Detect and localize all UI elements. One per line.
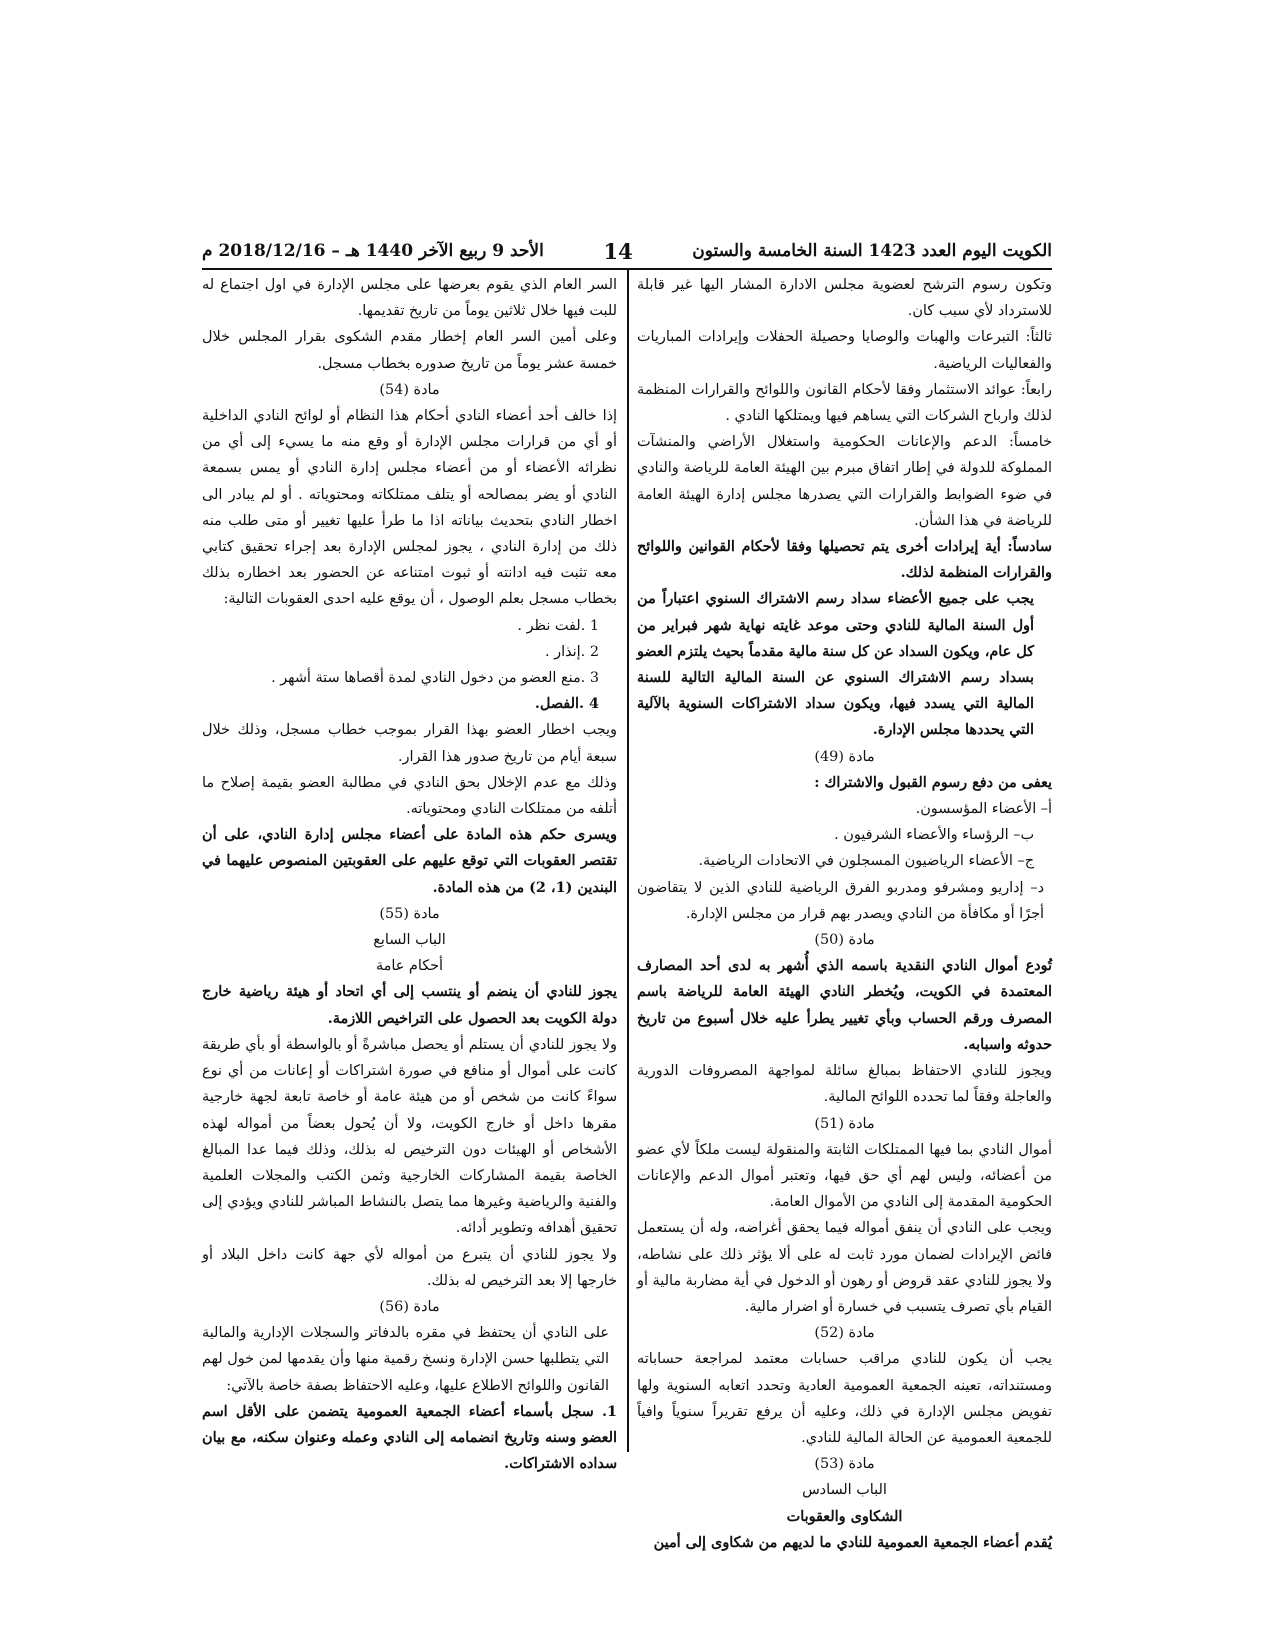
- page-number: 14: [603, 238, 633, 264]
- paragraph: يُقدم أعضاء الجمعية العمومية للنادي ما لديهم من شكاوى إلى أمين: [653, 1533, 1052, 1551]
- article-heading: مادة (53): [814, 1456, 875, 1473]
- paragraph: تُودع أموال النادي النقدية باسمه الذي أُشهر به لدى أحد المصارف المعتمدة في الكويت، ويُخطر النادي الهيئة العامة للرياضة باسم المصرف ورقم الحساب وبأي تغيير يطرأ عليه خلال أسبوع من تاريخ حدوثه واسبابه.: [637, 957, 1052, 1053]
- list-item: 1. سجل بأسماء أعضاء الجمعية العمومية يتضمن على الأقل اسم العضو وسنه وتاريخ انضمامه إلى النادي وعمله وعنوان سكنه، مع بيان سداده الاشتراكات.: [202, 1402, 617, 1473]
- page-header: [202, 236, 1052, 266]
- column-divider: [627, 268, 629, 1452]
- list-item: 1 .لفت نظر .: [517, 617, 599, 634]
- issue-info: الكويت اليوم العدد 1423 السنة الخامسة والستون: [692, 241, 1052, 261]
- paragraph: السر العام الذي يقوم بعرضها على مجلس الإدارة في اول اجتماع له للبت فيها خلال ثلاثين يوماً من تاريخ تقديمها.: [202, 277, 617, 320]
- left-column: [202, 272, 617, 1473]
- list-item: أ– الأعضاء المؤسسون.: [915, 801, 1052, 818]
- paragraph: وعلى أمين السر العام إخطار مقدم الشكوى بقرار المجلس خلال خمسة عشر يوماً من تاريخ صدوره بخطاب مسجل.: [202, 329, 617, 372]
- paragraph: وذلك مع عدم الإخلال بحق النادي في مطالبة العضو بقيمة إصلاح ما أتلفه من ممتلكات النادي ومحتوياته.: [202, 774, 617, 818]
- article-heading: مادة (56): [379, 1298, 440, 1315]
- paragraph: خامساً: الدعم والإعانات الحكومية واستغلال الأراضي والمنشآت المملوكة للدولة في إطار اتفاق مبرم بين الهيئة العامة للرياضة والنادي في ضوء الضوابط والقرارات التي يصدرها مجلس إدارة الهيئة العامة للرياضة في هذا الشأن.: [637, 434, 1052, 529]
- issue-date: الأحد 9 ربيع الآخر 1440 هـ – 2018/12/16 م: [202, 241, 544, 261]
- paragraph: ويجب اخطار العضو بهذا القرار بموجب خطاب مسجل، وذلك خلال سبعة أيام من تاريخ صدور هذا القرار.: [202, 722, 617, 765]
- list-item: ج– الأعضاء الرياضيون المسجلون في الاتحادات الرياضية.: [698, 853, 1034, 870]
- list-item: 3 .منع العضو من دخول النادي لمدة أقصاها ستة أشهر .: [271, 670, 599, 687]
- paragraph: وتكون رسوم الترشح لعضوية مجلس الادارة المشار اليها غير قابلة للاسترداد لأي سبب كان.: [637, 277, 1052, 320]
- paragraph: ويسرى حكم هذه المادة على أعضاء مجلس إدارة النادي، على أن تقتصر العقوبات التي توقع عليهم على العقوبتين المنصوص عليهما في البندين (1، 2) من هذه المادة.: [202, 826, 617, 896]
- paragraph: يجوز للنادي أن ينضم أو ينتسب إلى أي اتحاد أو هيئة رياضية خارج دولة الكويت بعد الحصول على التراخيص اللازمة.: [202, 983, 617, 1027]
- article-heading: مادة (51): [814, 1115, 875, 1132]
- paragraph: ويجب على النادي أن ينفق أمواله فيما يحقق أغراضه، وله أن يستعمل فائض الإيرادات لضمان مورد ثابت له على ألا يؤثر ذلك على نشاطه، ولا يجوز للنادي عقد قروض أو رهون أو الدخول في أية مضاربة مالية أو القيام بأي تصرف يتسبب في خسارة أو اضرار مالية.: [637, 1220, 1052, 1315]
- list-item: 4 .الفصل.: [534, 695, 599, 713]
- paragraph: يعفى من دفع رسوم القبول والاشتراك :: [814, 773, 1052, 791]
- chapter-title: الشكاوى والعقوبات: [786, 1507, 903, 1525]
- paragraph: يجب على جميع الأعضاء سداد رسم الاشتراك السنوي اعتباراً من أول السنة المالية للنادي وحتى موعد غايته نهاية شهر فبراير من كل عام، ويكون السداد عن كل سنة مالية مقدماً بحيث يلتزم العضو بسداد رسم الاشتراك السنوي عن السنة المالية التالية للسنة المالية التي يسدد فيها، ويكون سداد الاشتراكات السنوية بالآلية التي يحددها مجلس الإدارة.: [636, 590, 1034, 739]
- article-heading: مادة (52): [814, 1325, 875, 1342]
- paragraph: إذا خالف أحد أعضاء النادي أحكام هذا النظام أو لوائح النادي الداخلية أو أي من قرارات مجلس الإدارة أو وقع منه ما يسيء إلى أي من نظرائه الأعضاء أو من أعضاء مجلس إدارة النادي أو يمس بسمعة النادي أو يضر بمصالحه أو يتلف ممتلكاته ومحتوياته . أو لم يبادر الى اخطار النادي بتحديث بياناته اذا ما طرأ عليها تغيير أو متى طلب منه ذلك من إدارة النادي ، يجوز لمجلس الإدارة بعد إجراء تحقيق كتابي معه تثبت فيه ادانته أو ثبوت امتناعه عن الحضور بعد اخطاره بذلك بخطاب مسجل بعلم الوصول ، أن يوقع عليه احدى العقوبات التالية:: [202, 408, 617, 608]
- article-heading: مادة (50): [814, 932, 875, 949]
- article-heading: مادة (54): [379, 381, 440, 398]
- list-item: 2 .إنذار .: [545, 643, 599, 660]
- chapter-heading: الباب السابع: [373, 932, 446, 949]
- chapter-heading: الباب السادس: [802, 1482, 887, 1499]
- paragraph: على النادي أن يحتفظ في مقره بالدفاتر والسجلات الإدارية والمالية التي يتطلبها حسن الإدارة ونسخ رقمية منها وأن يقدمها لمن خول لهم القانون واللوائح الاطلاع عليها، وعليه الاحتفاظ بصفة خاصة بالآتي:: [202, 1325, 609, 1394]
- chapter-title: أحكام عامة: [375, 958, 444, 975]
- paragraph: ولا يجوز للنادي أن يتبرع من أمواله لأي جهة كانت داخل البلاد أو خارجها إلا بعد الترخيص له بذلك.: [202, 1246, 617, 1289]
- list-item: د– إداريو ومشرفو ومدربو الفرق الرياضية للنادي الذين لا يتقاضون أجرًا أو مكافأة من النادي ويصدر بهم قرار من مجلس الإدارة.: [637, 879, 1044, 922]
- right-column: [636, 272, 1052, 1551]
- paragraph: ويجوز للنادي الاحتفاظ بمبالغ سائلة لمواجهة المصروفات الدورية والعاجلة وفقاً لما تحدده اللوائح المالية.: [637, 1063, 1052, 1106]
- paragraph: يجب أن يكون للنادي مراقب حسابات معتمد لمراجعة حساباته ومستنداته، تعينه الجمعية العمومية العادية وتحدد اتعابه السنوية ولها تفويض مجلس الإدارة في ذلك، وعليه أن يرفع تقريراً سنوياً وافياً للجمعية العمومية عن الحالة المالية للنادي.: [637, 1351, 1052, 1446]
- list-item: ب– الرؤساء والأعضاء الشرفيون .: [834, 827, 1034, 844]
- article-heading: مادة (49): [814, 748, 875, 765]
- paragraph: ثالثاً: التبرعات والهبات والوصايا وحصيلة الحفلات وإيرادات المباريات والفعاليات الرياضية.: [637, 329, 1052, 372]
- paragraph: ولا يجوز للنادي أن يستلم أو يحصل مباشرةً أو بالواسطة أو بأي طريقة كانت على أموال أو منافع في صورة اشتراكات أو إعانات من أي نوع سواءً كانت من شخص أو من هيئة عامة أو خاصة تابعة لجهة خارجية مقرها داخل أو خارج الكويت، ولا أن يُحول بعضاً من أمواله لهذه الأشخاص أو الهيئات دون الترخيص له بذلك، وذلك فيما عدا المبالغ الخاصة بقيمة المشاركات الخارجية وثمن الكتب والمجلات العلمية والفنية والرياضية وغيرها مما يتصل بالنشاط المباشر للنادي ويؤدي إلى تحقيق أهدافه وتطوير أدائه.: [202, 1036, 617, 1237]
- paragraph: أموال النادي بما فيها الممتلكات الثابتة والمنقولة ليست ملكاً لأي عضو من أعضائه، وليس لهم أي حق فيها، وتعتبر أموال الدعم والإعانات الحكومية المقدمة إلى النادي من الأموال العامة.: [637, 1141, 1052, 1211]
- paragraph: سادساً: أية إيرادات أخرى يتم تحصيلها وفقا لأحكام القوانين واللوائح والقرارات المنظمة لذلك.: [637, 538, 1052, 582]
- article-heading: مادة (55): [379, 905, 440, 922]
- paragraph: رابعاً: عوائد الاستثمار وفقا لأحكام القانون واللوائح والقرارات المنظمة لذلك وارباح الشركات التي يساهم فيها ويمتلكها النادي .: [637, 381, 1052, 425]
